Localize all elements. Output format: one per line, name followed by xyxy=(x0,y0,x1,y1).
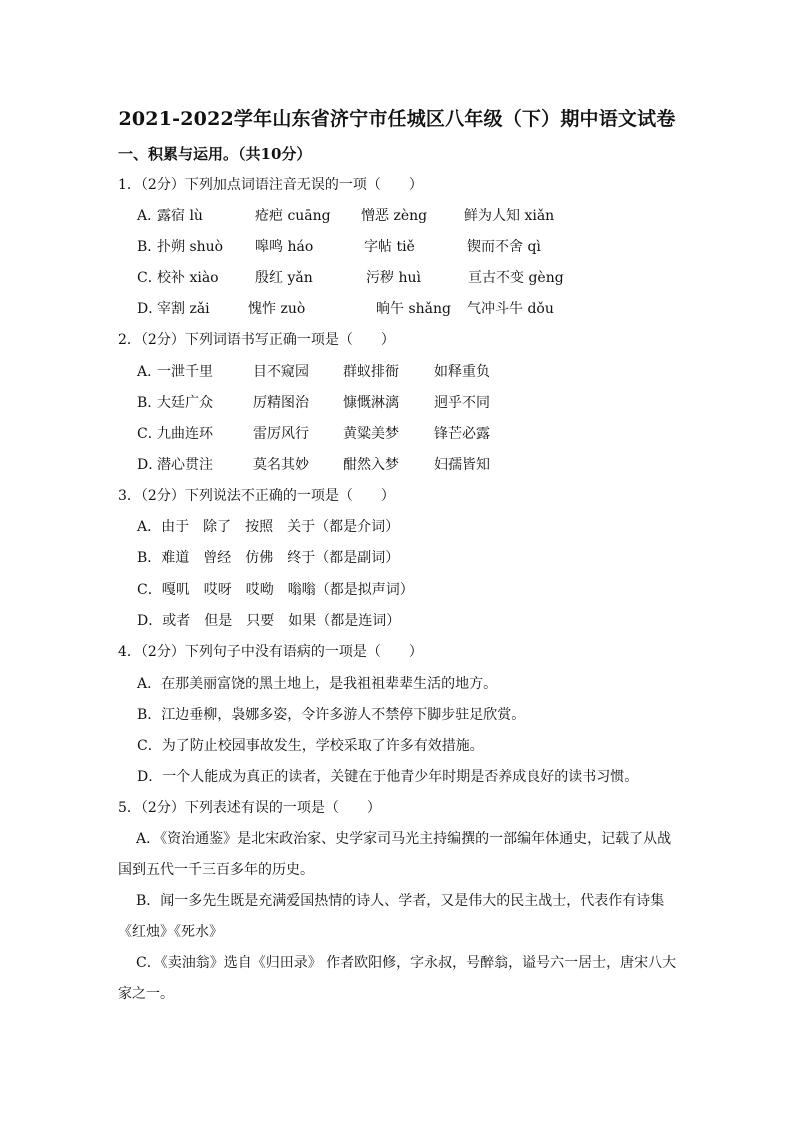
option-label: B． xyxy=(137,239,162,255)
option-label: C． xyxy=(137,270,162,286)
question-3-option-c[interactable]: C．嘎叽 哎呀 哎呦 嗡嗡（都是拟声词） xyxy=(137,582,414,598)
question-5-option-c[interactable]: C．《卖油翁》选自《归田录》 作者欧阳修，字永叔，号醉翁，谥号六一居士，唐宋八大家之一。 xyxy=(118,955,677,1002)
option-item: 慷慨淋漓 xyxy=(343,395,399,411)
option-item: 亘古不变 gèng xyxy=(468,270,564,286)
option-item: 雷厉风行 xyxy=(253,426,309,442)
option-item: 一泄千里 xyxy=(157,364,213,380)
question-4-option-d[interactable]: D．一个人能成为真正的读者，关键在于他青少年时期是否养成良好的读书习惯。 xyxy=(137,769,639,785)
option-item: 字帖 tiě xyxy=(364,239,415,255)
option-item: 憎恶 zèng xyxy=(361,208,428,224)
section-heading: 一、积累与运用。（共10分） xyxy=(118,145,312,163)
option-item: 酣然入梦 xyxy=(343,457,399,473)
question-5-option-a[interactable]: A．《资治通鉴》是北宋政治家、史学家司马光主持编撰的一部编年体通史，记载了从战国到五代一千三百多年的历史。 xyxy=(118,831,672,878)
option-item: 锲而不舍 qì xyxy=(467,239,541,255)
option-item: 潜心贯注 xyxy=(157,457,213,473)
question-4-option-a[interactable]: A．在那美丽富饶的黑土地上，是我祖祖辈辈生活的地方。 xyxy=(137,676,498,692)
option-item: 污秽 huì xyxy=(366,270,421,286)
question-4-option-c[interactable]: C．为了防止校园事故发生，学校采取了许多有效措施。 xyxy=(137,738,484,754)
option-item: 露宿 lù xyxy=(157,208,203,224)
option-item: 晌午 shǎng xyxy=(376,301,451,317)
option-item: 群蚁排衙 xyxy=(343,364,399,380)
option-item: 校补 xiào xyxy=(157,270,219,286)
question-2-stem: 2．（2分）下列词语书写正确一项是（ ） xyxy=(118,332,395,348)
option-item: 迥乎不同 xyxy=(434,395,490,411)
option-label: A． xyxy=(137,208,162,224)
question-3-option-d[interactable]: D．或者 但是 只要 如果（都是连词） xyxy=(137,613,401,629)
option-item: 鲜为人知 xiǎn xyxy=(464,208,555,224)
option-item: 殷红 yǎn xyxy=(255,270,313,286)
page-title: 2021-2022学年山东省济宁市任城区八年级（下）期中语文试卷 xyxy=(118,108,676,130)
option-item: 宰割 zǎi xyxy=(157,301,210,317)
option-item: 如释重负 xyxy=(434,364,490,380)
question-1-stem: 1．（2分）下列加点词语注音无误的一项（ ） xyxy=(118,177,423,193)
question-3-option-a[interactable]: A．由于 除了 按照 关于（都是介词） xyxy=(137,519,400,535)
option-item: 愧怍 zuò xyxy=(248,301,306,317)
option-label: A． xyxy=(137,364,162,380)
option-item: 锋芒必露 xyxy=(434,426,490,442)
option-item: 目不窥园 xyxy=(253,364,309,380)
option-label: D． xyxy=(137,301,163,317)
question-3-stem: 3．（2分）下列说法不正确的一项是（ ） xyxy=(118,488,395,504)
question-4-option-b[interactable]: B．江边垂柳，袅娜多姿，令许多游人不禁停下脚步驻足欣赏。 xyxy=(137,707,526,723)
question-3-option-b[interactable]: B．难道 曾经 仿佛 终于（都是副词） xyxy=(137,550,400,566)
option-item: 嗥鸣 háo xyxy=(255,239,314,255)
option-label: C． xyxy=(137,426,162,442)
option-item: 大廷广众 xyxy=(157,395,213,411)
option-item: 妇孺皆知 xyxy=(434,457,490,473)
question-5-option-b[interactable]: B．闻一多先生既是充满爱国热情的诗人、学者，又是伟大的民主战士，代表作有诗集《红烛》《死水》 xyxy=(118,893,665,940)
option-item: 疮疤 cuāng xyxy=(255,208,331,224)
option-item: 莫名其妙 xyxy=(253,457,309,473)
option-item: 扑朔 shuò xyxy=(157,239,224,255)
option-label: D． xyxy=(137,457,163,473)
option-item: 黄粱美梦 xyxy=(343,426,399,442)
option-item: 九曲连环 xyxy=(157,426,213,442)
option-item: 气冲斗牛 dǒu xyxy=(467,301,554,317)
option-label: B． xyxy=(137,395,162,411)
question-4-stem: 4．（2分）下列句子中没有语病的一项是（ ） xyxy=(118,644,423,660)
option-item: 厉精图治 xyxy=(253,395,309,411)
question-5-stem: 5．（2分）下列表述有误的一项是（ ） xyxy=(118,800,381,816)
